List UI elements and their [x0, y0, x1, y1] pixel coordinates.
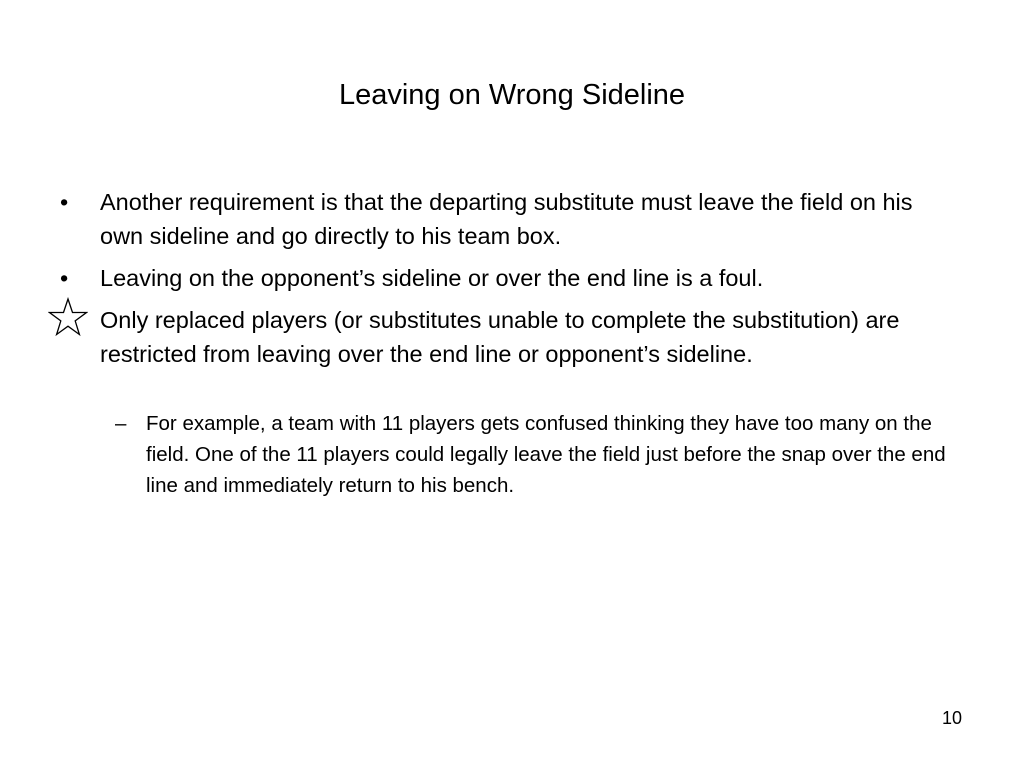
- sub-bullet-text: For example, a team with 11 players gets confused thinking they have too many on the field. One of the 11 players could legally leave the field just before the snap over the end line and immediately return to his bench.: [146, 412, 946, 497]
- bullet-text: Only replaced players (or substitutes unable to complete the substitution) are restricted from leaving over the end line or opponent’s sideline.: [100, 307, 900, 367]
- star-outline-icon: [48, 297, 88, 337]
- sub-bullet-marker: –: [115, 412, 127, 435]
- bullet-text: Leaving on the opponent’s sideline or over the end line is a foul.: [100, 265, 764, 291]
- slide-title: Leaving on Wrong Sideline: [338, 79, 686, 111]
- bullet-item: [60, 261, 960, 295]
- sub-bullet-item: [115, 408, 966, 501]
- bullet-marker: •: [60, 189, 69, 215]
- bullet-item: [60, 185, 960, 253]
- bullet-text: Another requirement is that the departing substitute must leave the field on his own sideline and go directly to his team box.: [100, 189, 913, 249]
- page-number: 10: [941, 708, 962, 728]
- bullet-marker: •: [60, 265, 69, 291]
- bullet-item: [100, 303, 960, 371]
